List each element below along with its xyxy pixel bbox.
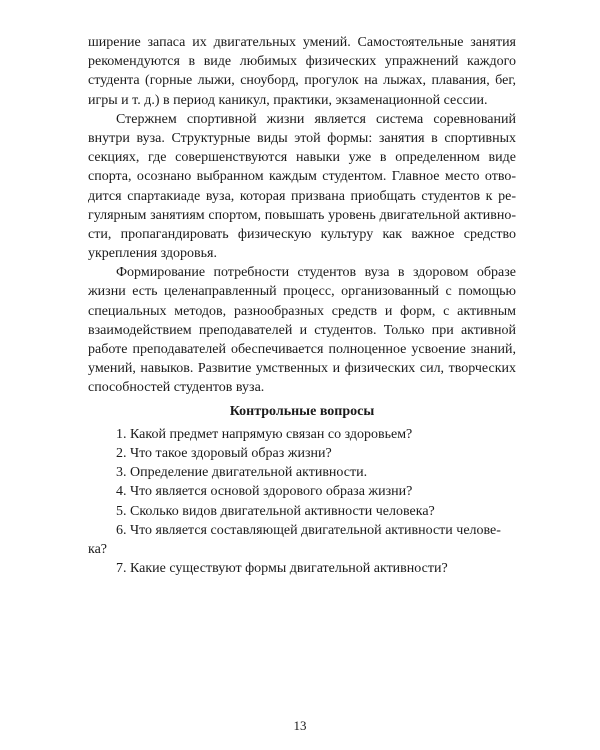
questions-list	[88, 425, 516, 579]
question-item: 4. Что является основой здорового образа жизни?	[116, 484, 413, 500]
question-item: 1. Какой предмет напрямую связан со здоровьем?	[116, 426, 413, 442]
text-line: гулярным занятиям спортом, повышать уровень двигательной активно-	[88, 207, 516, 223]
question-item-continuation: ка?	[88, 541, 108, 557]
paragraph-healthy-lifestyle	[88, 263, 516, 397]
text-line: работе преподавателей обеспечивается полноценное усвоение знаний,	[88, 342, 516, 357]
question-item: 2. Что такое здоровый образ жизни?	[116, 445, 332, 461]
question-item: 6. Что является составляющей двигательной активности челове-	[116, 522, 501, 538]
paragraph-sports-life	[88, 110, 516, 264]
text-line: укрепления здоровья.	[88, 246, 217, 262]
text-line: студента (горные лыжи, сноуборд, прогулок на лыжах, плавания, бег,	[88, 73, 516, 89]
text-line: умений, навыков. Развитие умственных и физических сил, творческих	[88, 361, 516, 377]
text-line: секциях, где совершенствуются навыки уже в определенном виде	[88, 150, 516, 166]
text-line: ширение запаса их двигательных умений. Самостоятельные занятия	[88, 35, 516, 50]
text-line: взаимодействием преподавателей и студентов. Только при активной	[88, 322, 516, 338]
question-item: 7. Какие существуют формы двигательной активности?	[116, 561, 448, 577]
text-line: рекомендуются в виде любимых физических упражнений каждого	[88, 54, 516, 70]
text-line: способностей студентов вуза.	[88, 380, 265, 396]
text-line: дится спартакиаде вуза, которая призвана приобщать студентов к ре-	[88, 188, 516, 204]
text-line: сти, пропагандировать физическую культуру как важное средство	[88, 226, 516, 242]
text-line: жизни есть целенаправленный процесс, организованный с помощью	[88, 284, 516, 300]
question-item: 5. Сколько видов двигательной активности человека?	[116, 503, 435, 519]
text-line: Стержнем спортивной жизни является система соревнований	[116, 111, 516, 127]
question-item: 3. Определение двигательной активности.	[116, 465, 368, 481]
text-line: специальных методов, разнообразных средств и форм, с активным	[88, 303, 516, 319]
text-line: внутри вуза. Структурные виды этой формы: занятия в спортивных	[88, 130, 516, 146]
page-number: 13	[293, 718, 307, 733]
paragraph-independent-exercise	[88, 33, 516, 110]
text-line: Формирование потребности студентов вуза в здоровом образе	[116, 265, 516, 281]
text-line: игры и т. д.) в период каникул, практики, экзаменационной сессии.	[88, 92, 488, 108]
page-body	[88, 33, 516, 578]
questions-heading: Контрольные вопросы	[229, 403, 375, 419]
text-line: спорта, осознано выбранном каждым студентом. Главное место отво-	[88, 169, 516, 185]
